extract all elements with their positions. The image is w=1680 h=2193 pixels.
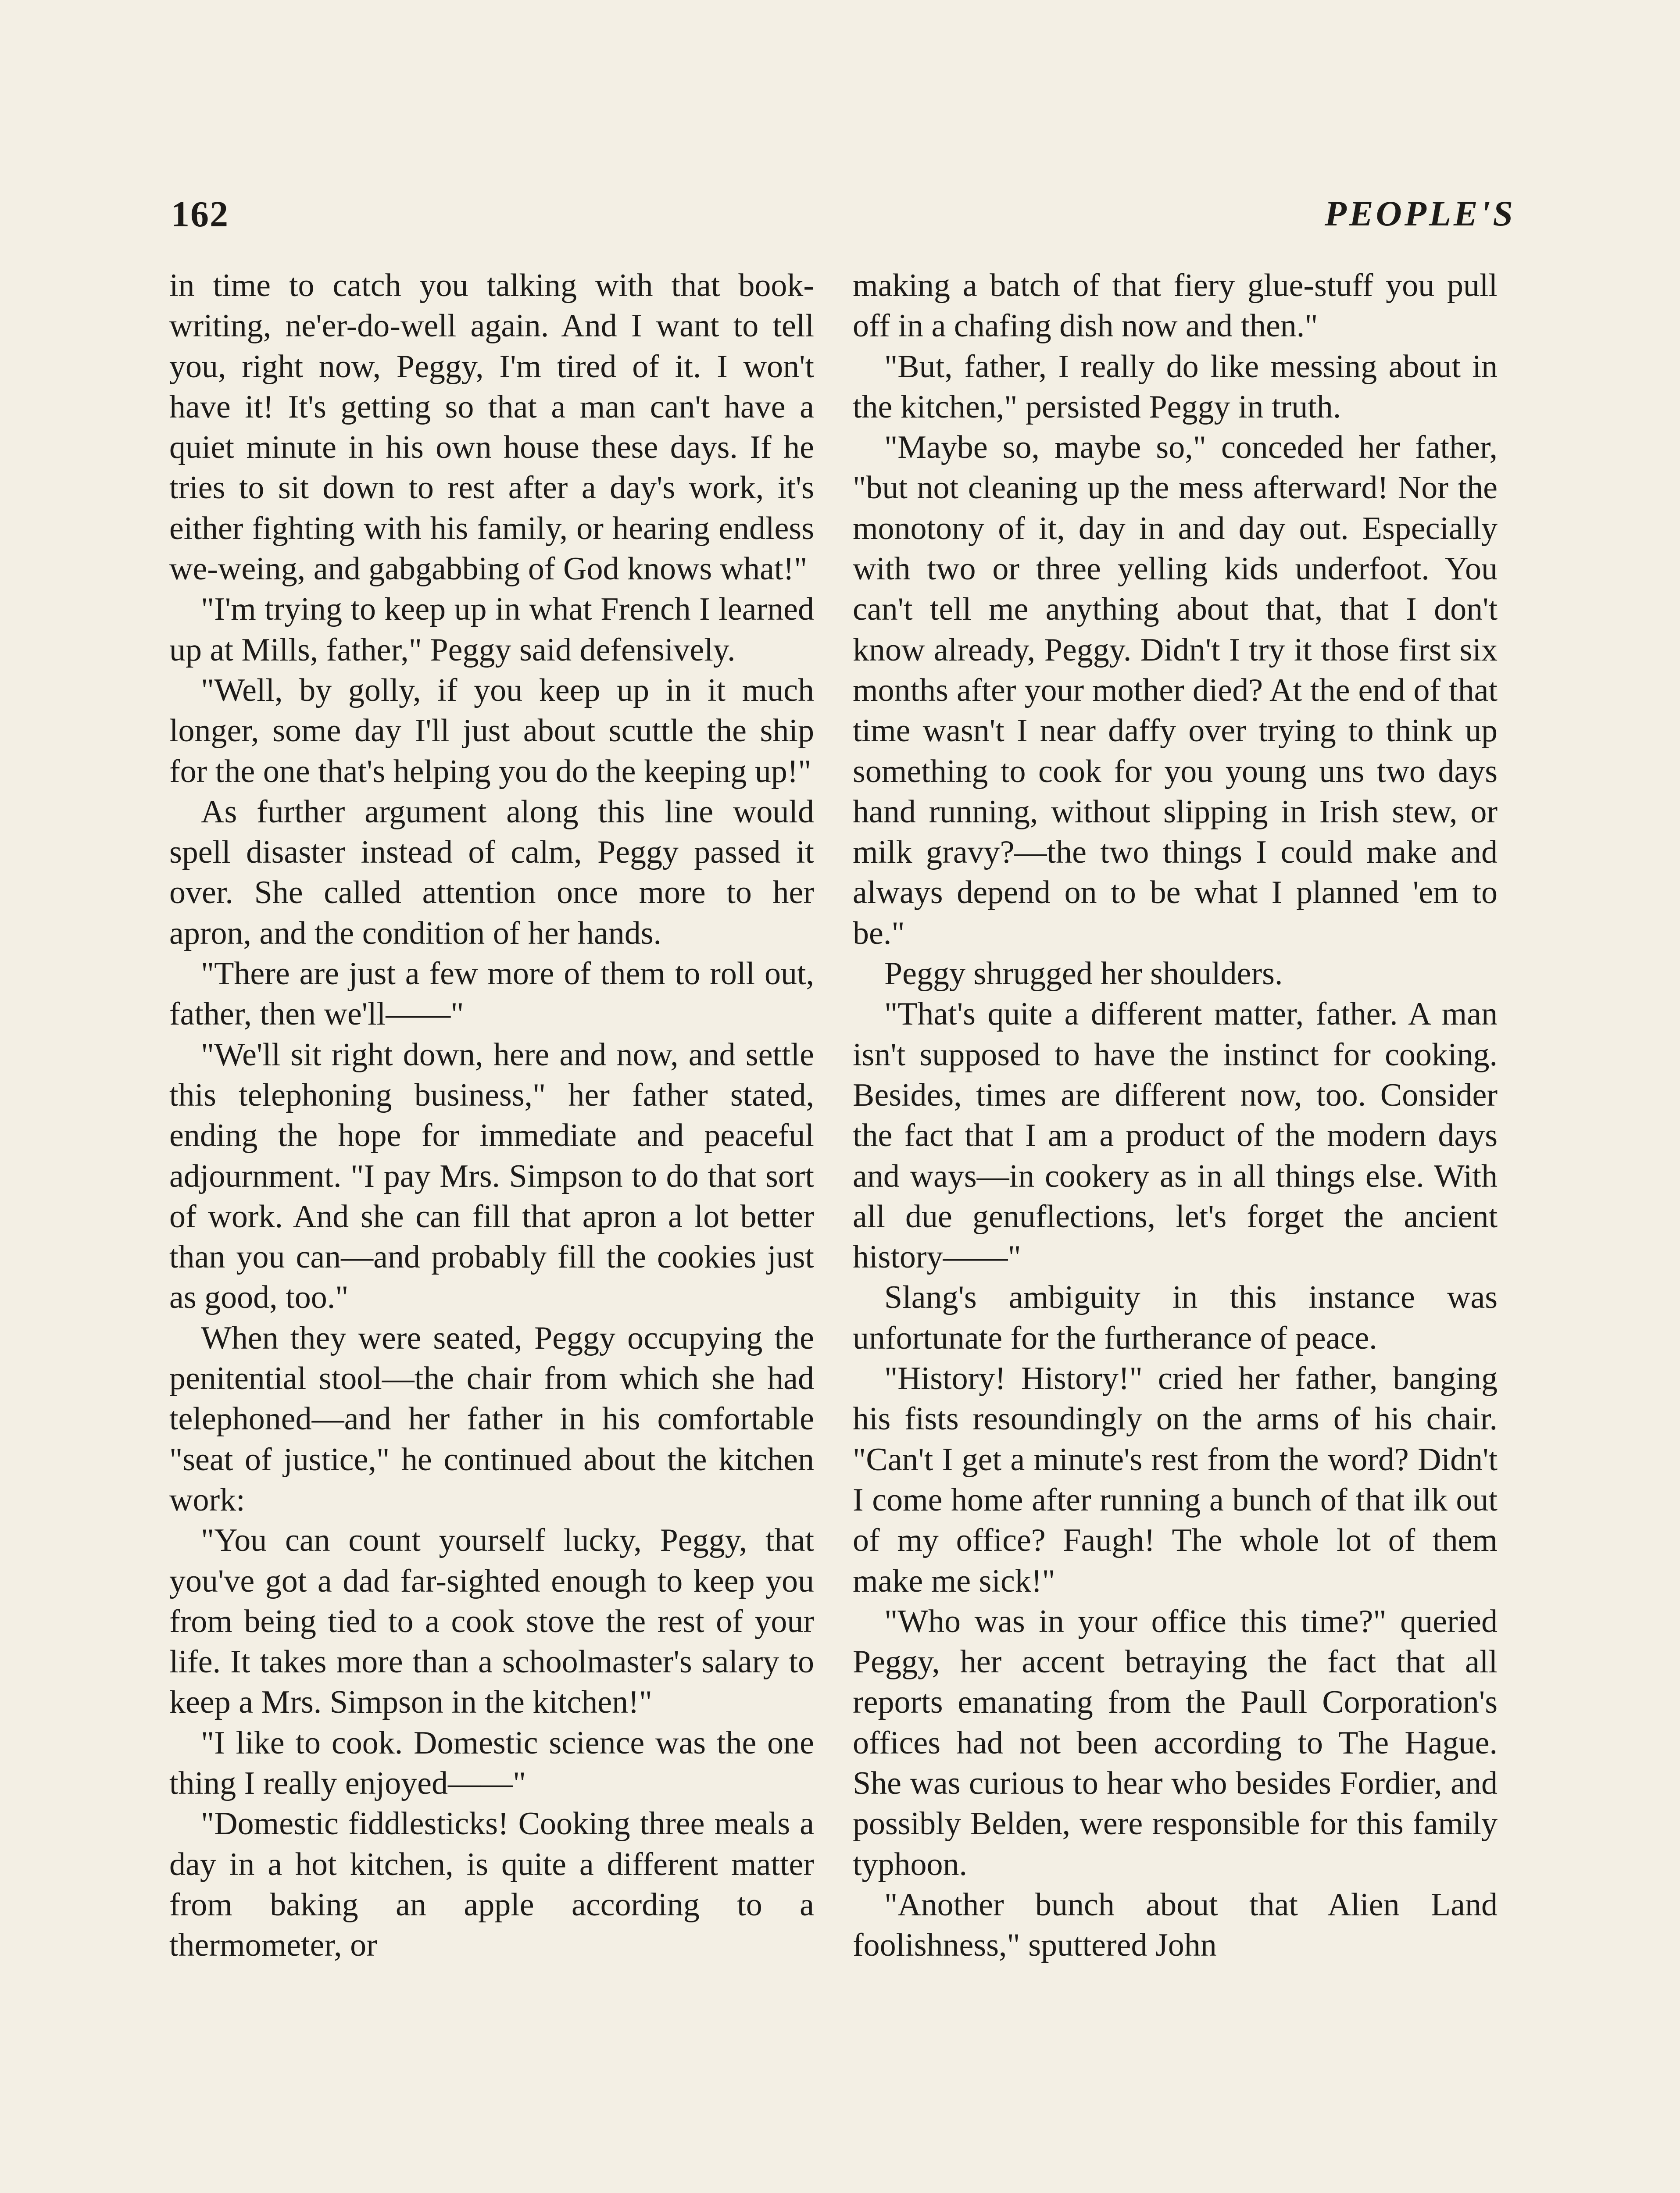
paragraph: "Another bunch about that Alien Land foolishness," sputtered John: [853, 1886, 1498, 1964]
paragraph: "History! History!" cried her father, banging his fists resoundingly on the arms of his chair. "Can't I get a minute's rest from the word? Didn't I come home after running a bunch of that ilk out of my office? Faugh! The whole lot of them make me sick!": [853, 1361, 1498, 1599]
paragraph: "We'll sit right down, here and now, and settle this telephoning business," her father stated, ending the hope for immediate and peaceful adjournment. "I pay Mrs. Simpson to do that sort of work. And she can fill that apron a lot better than you can—and probably fill the cookies just as good, too.": [169, 1036, 814, 1316]
paragraph: in time to catch you talking with that book-writing, ne'er-do-well again. And I want to tell you, right now, Peggy, I'm tired of it. I won't have it! It's getting so that a man can't have a quiet minute in his own house these days. If he tries to sit down to rest after a day's work, it's either fighting with his family, or hearing endless we-weing, and gabgabbing of God knows what!": [169, 268, 814, 587]
paragraph: Peggy shrugged her shoulders.: [884, 956, 1283, 992]
paragraph: "That's quite a different matter, father. A man isn't supposed to have the instinct for cooking. Besides, times are different now, too. Consider the fact that I am a product of the modern days and ways—in cookery as in all things else. With all due genuflections, let's forget the ancient history——": [853, 996, 1498, 1275]
paragraph: "You can count yourself lucky, Peggy, that you've got a dad far-sighted enough to keep you from being tied to a cook stove the rest of your life. It takes more than a schoolmaster's salary to keep a Mrs. Simpson in the kitchen!": [169, 1522, 814, 1721]
paragraph: "Well, by golly, if you keep up in it much longer, some day I'll just about scuttle the ship for the one that's helping you do the keeping up!": [169, 672, 814, 789]
paragraph: "But, father, I really do like messing about in the kitchen," persisted Peggy in truth.: [853, 348, 1498, 425]
paragraph: "Maybe so, maybe so," conceded her father, "but not cleaning up the mess afterward! Nor the monotony of it, day in and day out. Especially with two or three yelling kids underfoot. You can't tell me anything about that, that I don't know already, Peggy. Didn't I try it those first six months after your mother died? At the end of that time wasn't I near daffy over trying to think up something to cook for you young uns two days hand running, without slipping in Irish stew, or milk gravy?—the two things I could make and always depend on to be what I planned 'em to be.": [853, 429, 1498, 951]
paragraph: "There are just a few more of them to roll out, father, then we'll——": [169, 956, 814, 1032]
running-head: PEOPLE'S: [1324, 193, 1516, 233]
paragraph: "Who was in your office this time?" queried Peggy, her accent betraying the fact that all reports emanating from the Paull Corporation's offices had not been according to The Hague. She was curious to hear who besides Fordier, and possibly Belden, were responsible for this family typhoon.: [853, 1603, 1498, 1882]
paragraph: "I'm trying to keep up in what French I learned up at Mills, father," Peggy said defensively.: [169, 591, 814, 668]
paragraph: When they were seated, Peggy occupying the penitential stool—the chair from which she had telephoned—and her father in his comfortable "seat of justice," he continued about the kitchen work:: [169, 1320, 814, 1518]
paragraph: Slang's ambiguity in this instance was unfortunate for the furtherance of peace.: [853, 1279, 1498, 1356]
paragraph: As further argument along this line would spell disaster instead of calm, Peggy passed it over. She called attention once more to her apron, and the condition of her hands.: [169, 793, 814, 951]
page-number: 162: [171, 194, 229, 235]
paragraph: "I like to cook. Domestic science was the one thing I really enjoyed——": [169, 1725, 814, 1801]
left-column: [169, 265, 814, 1965]
right-column: [853, 265, 1498, 1965]
paragraph: making a batch of that fiery glue-stuff you pull off in a chafing dish now and then.": [853, 268, 1498, 344]
paragraph: "Domestic fiddlesticks! Cooking three meals a day in a hot kitchen, is quite a different matter from baking an apple according to a thermometer, or: [169, 1806, 814, 1964]
